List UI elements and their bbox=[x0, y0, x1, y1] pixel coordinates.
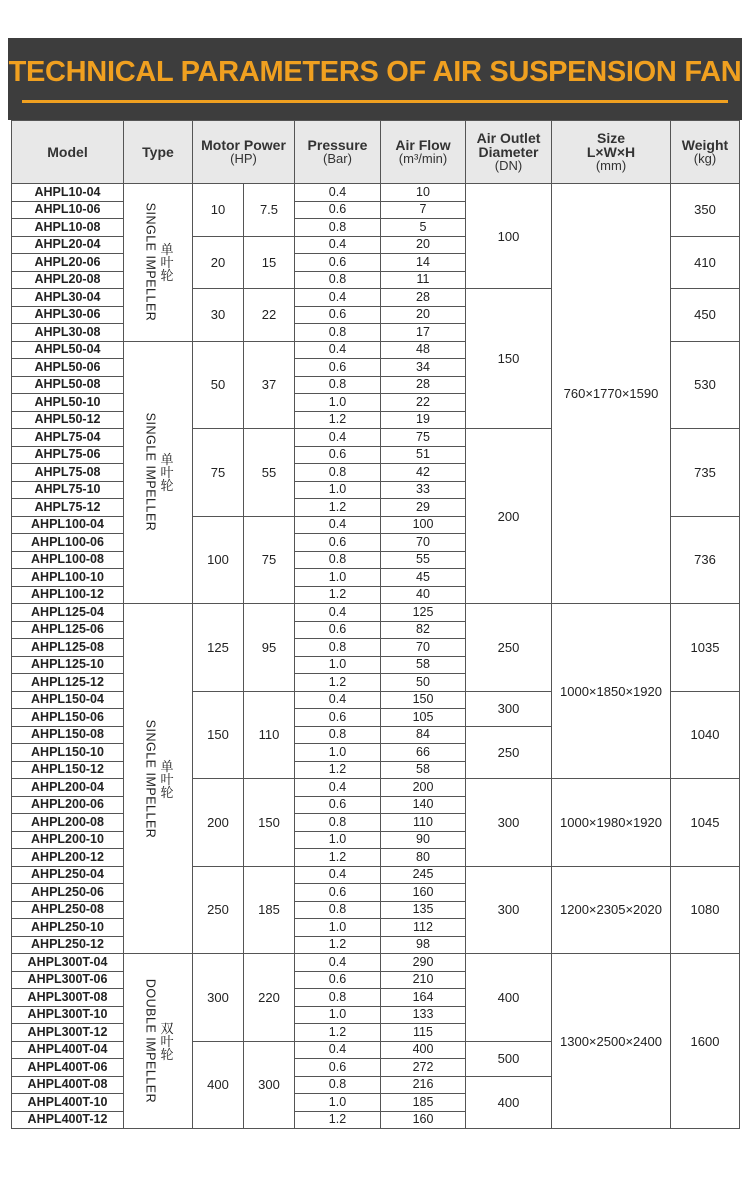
pressure-cell: 0.4 bbox=[295, 236, 381, 254]
model-cell: AHPL100-06 bbox=[12, 534, 124, 552]
air-flow-cell: 150 bbox=[381, 691, 466, 709]
air-flow-cell: 400 bbox=[381, 1041, 466, 1059]
model-cell: AHPL200-08 bbox=[12, 814, 124, 832]
pressure-cell: 0.8 bbox=[295, 1076, 381, 1094]
header-row bbox=[12, 121, 740, 184]
pressure-cell: 0.8 bbox=[295, 901, 381, 919]
pressure-cell: 0.4 bbox=[295, 429, 381, 447]
air-flow-cell: 164 bbox=[381, 989, 466, 1007]
motor-power-b-cell: 150 bbox=[244, 779, 295, 867]
header-air-flow: Air Flow (m³/min) bbox=[381, 121, 466, 184]
pressure-cell: 0.8 bbox=[295, 639, 381, 657]
model-cell: AHPL250-04 bbox=[12, 866, 124, 884]
motor-power-a-cell: 30 bbox=[193, 289, 244, 342]
motor-power-a-cell: 20 bbox=[193, 236, 244, 289]
air-flow-cell: 82 bbox=[381, 621, 466, 639]
model-cell: AHPL250-10 bbox=[12, 919, 124, 937]
weight-cell: 1035 bbox=[671, 604, 740, 692]
model-cell: AHPL300T-08 bbox=[12, 989, 124, 1007]
table-row bbox=[12, 779, 740, 797]
pressure-cell: 1.2 bbox=[295, 1111, 381, 1129]
model-cell: AHPL125-12 bbox=[12, 674, 124, 692]
model-cell: AHPL10-04 bbox=[12, 184, 124, 202]
model-cell: AHPL150-06 bbox=[12, 709, 124, 727]
air-flow-cell: 42 bbox=[381, 464, 466, 482]
motor-power-b-cell: 7.5 bbox=[244, 184, 295, 237]
air-flow-cell: 112 bbox=[381, 919, 466, 937]
motor-power-a-cell: 250 bbox=[193, 866, 244, 954]
title-banner bbox=[8, 38, 742, 120]
pressure-cell: 1.2 bbox=[295, 936, 381, 954]
air-flow-cell: 48 bbox=[381, 341, 466, 359]
air-flow-cell: 140 bbox=[381, 796, 466, 814]
motor-power-b-cell: 22 bbox=[244, 289, 295, 342]
model-cell: AHPL300T-12 bbox=[12, 1024, 124, 1042]
pressure-cell: 1.2 bbox=[295, 849, 381, 867]
model-cell: AHPL300T-04 bbox=[12, 954, 124, 972]
pressure-cell: 1.2 bbox=[295, 586, 381, 604]
pressure-cell: 0.4 bbox=[295, 341, 381, 359]
parameters-table bbox=[11, 120, 740, 1129]
model-cell: AHPL100-08 bbox=[12, 551, 124, 569]
air-flow-cell: 10 bbox=[381, 184, 466, 202]
air-flow-cell: 33 bbox=[381, 481, 466, 499]
air-flow-cell: 272 bbox=[381, 1059, 466, 1077]
table-row bbox=[12, 866, 740, 884]
air-flow-cell: 11 bbox=[381, 271, 466, 289]
pressure-cell: 0.8 bbox=[295, 814, 381, 832]
pressure-cell: 1.2 bbox=[295, 411, 381, 429]
motor-power-b-cell: 110 bbox=[244, 691, 295, 779]
pressure-cell: 1.0 bbox=[295, 394, 381, 412]
air-flow-cell: 105 bbox=[381, 709, 466, 727]
model-cell: AHPL20-08 bbox=[12, 271, 124, 289]
air-flow-cell: 5 bbox=[381, 219, 466, 237]
table-row bbox=[12, 954, 740, 972]
air-flow-cell: 245 bbox=[381, 866, 466, 884]
pressure-cell: 0.8 bbox=[295, 376, 381, 394]
motor-power-a-cell: 400 bbox=[193, 1041, 244, 1129]
motor-power-a-cell: 200 bbox=[193, 779, 244, 867]
pressure-cell: 1.0 bbox=[295, 1006, 381, 1024]
weight-cell: 350 bbox=[671, 184, 740, 237]
air-flow-cell: 135 bbox=[381, 901, 466, 919]
size-cell: 1300×2500×2400 bbox=[552, 954, 671, 1129]
model-cell: AHPL250-06 bbox=[12, 884, 124, 902]
pressure-cell: 0.8 bbox=[295, 989, 381, 1007]
model-cell: AHPL30-04 bbox=[12, 289, 124, 307]
pressure-cell: 0.6 bbox=[295, 709, 381, 727]
model-cell: AHPL400T-12 bbox=[12, 1111, 124, 1129]
type-cell bbox=[124, 184, 193, 342]
pressure-cell: 0.8 bbox=[295, 271, 381, 289]
model-cell: AHPL20-06 bbox=[12, 254, 124, 272]
model-cell: AHPL10-08 bbox=[12, 219, 124, 237]
motor-power-a-cell: 100 bbox=[193, 516, 244, 604]
air-flow-cell: 40 bbox=[381, 586, 466, 604]
air-flow-cell: 98 bbox=[381, 936, 466, 954]
air-flow-cell: 84 bbox=[381, 726, 466, 744]
type-cell bbox=[124, 341, 193, 604]
pressure-cell: 0.4 bbox=[295, 866, 381, 884]
air-flow-cell: 160 bbox=[381, 884, 466, 902]
pressure-cell: 0.4 bbox=[295, 516, 381, 534]
air-outlet-cell: 300 bbox=[466, 691, 552, 726]
model-cell: AHPL300T-06 bbox=[12, 971, 124, 989]
air-flow-cell: 115 bbox=[381, 1024, 466, 1042]
air-flow-cell: 100 bbox=[381, 516, 466, 534]
pressure-cell: 0.6 bbox=[295, 446, 381, 464]
pressure-cell: 1.0 bbox=[295, 569, 381, 587]
model-cell: AHPL20-04 bbox=[12, 236, 124, 254]
motor-power-b-cell: 37 bbox=[244, 341, 295, 429]
header-model: Model bbox=[12, 121, 124, 184]
pressure-cell: 0.8 bbox=[295, 726, 381, 744]
header-size: Size L×W×H (mm) bbox=[552, 121, 671, 184]
weight-cell: 410 bbox=[671, 236, 740, 289]
model-cell: AHPL50-10 bbox=[12, 394, 124, 412]
model-cell: AHPL200-06 bbox=[12, 796, 124, 814]
air-flow-cell: 20 bbox=[381, 236, 466, 254]
pressure-cell: 0.6 bbox=[295, 534, 381, 552]
model-cell: AHPL250-08 bbox=[12, 901, 124, 919]
model-cell: AHPL50-12 bbox=[12, 411, 124, 429]
motor-power-b-cell: 55 bbox=[244, 429, 295, 517]
air-flow-cell: 58 bbox=[381, 761, 466, 779]
pressure-cell: 1.2 bbox=[295, 761, 381, 779]
weight-cell: 450 bbox=[671, 289, 740, 342]
air-flow-cell: 210 bbox=[381, 971, 466, 989]
title-underline bbox=[22, 100, 728, 103]
motor-power-a-cell: 125 bbox=[193, 604, 244, 692]
pressure-cell: 1.0 bbox=[295, 831, 381, 849]
motor-power-b-cell: 220 bbox=[244, 954, 295, 1042]
air-flow-cell: 133 bbox=[381, 1006, 466, 1024]
air-flow-cell: 55 bbox=[381, 551, 466, 569]
model-cell: AHPL250-12 bbox=[12, 936, 124, 954]
pressure-cell: 0.6 bbox=[295, 884, 381, 902]
pressure-cell: 0.6 bbox=[295, 359, 381, 377]
air-flow-cell: 34 bbox=[381, 359, 466, 377]
motor-power-b-cell: 300 bbox=[244, 1041, 295, 1129]
size-cell: 760×1770×1590 bbox=[552, 184, 671, 604]
type-label-en: DOUBLE IMPELLER bbox=[143, 978, 158, 1104]
type-label-zh: 单叶轮 bbox=[158, 452, 174, 492]
model-cell: AHPL75-06 bbox=[12, 446, 124, 464]
model-cell: AHPL10-06 bbox=[12, 201, 124, 219]
model-cell: AHPL125-04 bbox=[12, 604, 124, 622]
pressure-cell: 1.0 bbox=[295, 481, 381, 499]
air-flow-cell: 80 bbox=[381, 849, 466, 867]
air-outlet-cell: 400 bbox=[466, 1076, 552, 1129]
pressure-cell: 0.4 bbox=[295, 184, 381, 202]
air-outlet-cell: 200 bbox=[466, 429, 552, 604]
air-outlet-cell: 500 bbox=[466, 1041, 552, 1076]
air-flow-cell: 22 bbox=[381, 394, 466, 412]
pressure-cell: 0.6 bbox=[295, 621, 381, 639]
air-flow-cell: 160 bbox=[381, 1111, 466, 1129]
model-cell: AHPL50-04 bbox=[12, 341, 124, 359]
air-flow-cell: 110 bbox=[381, 814, 466, 832]
motor-power-a-cell: 10 bbox=[193, 184, 244, 237]
air-flow-cell: 50 bbox=[381, 674, 466, 692]
pressure-cell: 0.4 bbox=[295, 691, 381, 709]
pressure-cell: 0.4 bbox=[295, 954, 381, 972]
air-flow-cell: 14 bbox=[381, 254, 466, 272]
pressure-cell: 1.0 bbox=[295, 919, 381, 937]
model-cell: AHPL125-08 bbox=[12, 639, 124, 657]
model-cell: AHPL100-12 bbox=[12, 586, 124, 604]
model-cell: AHPL400T-04 bbox=[12, 1041, 124, 1059]
pressure-cell: 0.4 bbox=[295, 779, 381, 797]
size-cell: 1200×2305×2020 bbox=[552, 866, 671, 954]
pressure-cell: 0.8 bbox=[295, 324, 381, 342]
page-title: TECHNICAL PARAMETERS OF AIR SUSPENSION FAN bbox=[8, 56, 742, 88]
pressure-cell: 0.6 bbox=[295, 971, 381, 989]
model-cell: AHPL300T-10 bbox=[12, 1006, 124, 1024]
weight-cell: 735 bbox=[671, 429, 740, 517]
pressure-cell: 0.4 bbox=[295, 1041, 381, 1059]
model-cell: AHPL150-12 bbox=[12, 761, 124, 779]
model-cell: AHPL30-08 bbox=[12, 324, 124, 342]
pressure-cell: 0.8 bbox=[295, 551, 381, 569]
header-air-outlet: Air Outlet Diameter (DN) bbox=[466, 121, 552, 184]
weight-cell: 1040 bbox=[671, 691, 740, 779]
motor-power-a-cell: 75 bbox=[193, 429, 244, 517]
model-cell: AHPL30-06 bbox=[12, 306, 124, 324]
motor-power-b-cell: 15 bbox=[244, 236, 295, 289]
header-weight: Weight (kg) bbox=[671, 121, 740, 184]
air-flow-cell: 75 bbox=[381, 429, 466, 447]
model-cell: AHPL200-10 bbox=[12, 831, 124, 849]
weight-cell: 1045 bbox=[671, 779, 740, 867]
air-flow-cell: 19 bbox=[381, 411, 466, 429]
air-outlet-cell: 150 bbox=[466, 289, 552, 429]
model-cell: AHPL75-04 bbox=[12, 429, 124, 447]
model-cell: AHPL75-12 bbox=[12, 499, 124, 517]
header-pressure: Pressure (Bar) bbox=[295, 121, 381, 184]
air-outlet-cell: 250 bbox=[466, 604, 552, 692]
air-flow-cell: 70 bbox=[381, 534, 466, 552]
type-label-en: SINGLE IMPELLER bbox=[143, 719, 158, 838]
table-row bbox=[12, 184, 740, 202]
air-outlet-cell: 100 bbox=[466, 184, 552, 289]
weight-cell: 530 bbox=[671, 341, 740, 429]
air-outlet-cell: 400 bbox=[466, 954, 552, 1042]
air-outlet-cell: 250 bbox=[466, 726, 552, 779]
air-flow-cell: 290 bbox=[381, 954, 466, 972]
weight-cell: 1080 bbox=[671, 866, 740, 954]
type-label-zh: 单叶轮 bbox=[158, 759, 174, 798]
pressure-cell: 1.0 bbox=[295, 656, 381, 674]
pressure-cell: 0.8 bbox=[295, 464, 381, 482]
type-cell bbox=[124, 604, 193, 954]
air-flow-cell: 7 bbox=[381, 201, 466, 219]
air-outlet-cell: 300 bbox=[466, 866, 552, 954]
motor-power-b-cell: 75 bbox=[244, 516, 295, 604]
air-flow-cell: 17 bbox=[381, 324, 466, 342]
model-cell: AHPL150-04 bbox=[12, 691, 124, 709]
model-cell: AHPL125-06 bbox=[12, 621, 124, 639]
model-cell: AHPL150-08 bbox=[12, 726, 124, 744]
model-cell: AHPL200-12 bbox=[12, 849, 124, 867]
pressure-cell: 0.6 bbox=[295, 201, 381, 219]
type-cell bbox=[124, 954, 193, 1129]
air-flow-cell: 45 bbox=[381, 569, 466, 587]
weight-cell: 1600 bbox=[671, 954, 740, 1129]
air-outlet-cell: 300 bbox=[466, 779, 552, 867]
motor-power-a-cell: 300 bbox=[193, 954, 244, 1042]
pressure-cell: 0.8 bbox=[295, 219, 381, 237]
type-label-en: SINGLE IMPELLER bbox=[143, 202, 158, 322]
air-flow-cell: 28 bbox=[381, 376, 466, 394]
header-type: Type bbox=[124, 121, 193, 184]
air-flow-cell: 125 bbox=[381, 604, 466, 622]
size-cell: 1000×1980×1920 bbox=[552, 779, 671, 867]
pressure-cell: 0.6 bbox=[295, 306, 381, 324]
header-motor-power: Motor Power (HP) bbox=[193, 121, 295, 184]
air-flow-cell: 216 bbox=[381, 1076, 466, 1094]
type-label-zh: 双叶轮 bbox=[158, 1021, 174, 1061]
model-cell: AHPL200-04 bbox=[12, 779, 124, 797]
air-flow-cell: 58 bbox=[381, 656, 466, 674]
air-flow-cell: 28 bbox=[381, 289, 466, 307]
model-cell: AHPL150-10 bbox=[12, 744, 124, 762]
air-flow-cell: 29 bbox=[381, 499, 466, 517]
motor-power-a-cell: 50 bbox=[193, 341, 244, 429]
air-flow-cell: 70 bbox=[381, 639, 466, 657]
size-cell: 1000×1850×1920 bbox=[552, 604, 671, 779]
motor-power-a-cell: 150 bbox=[193, 691, 244, 779]
motor-power-b-cell: 185 bbox=[244, 866, 295, 954]
pressure-cell: 0.4 bbox=[295, 289, 381, 307]
pressure-cell: 0.6 bbox=[295, 796, 381, 814]
model-cell: AHPL50-08 bbox=[12, 376, 124, 394]
model-cell: AHPL125-10 bbox=[12, 656, 124, 674]
table-row bbox=[12, 604, 740, 622]
air-flow-cell: 66 bbox=[381, 744, 466, 762]
model-cell: AHPL100-04 bbox=[12, 516, 124, 534]
model-cell: AHPL75-10 bbox=[12, 481, 124, 499]
pressure-cell: 1.0 bbox=[295, 1094, 381, 1112]
pressure-cell: 1.2 bbox=[295, 674, 381, 692]
pressure-cell: 0.4 bbox=[295, 604, 381, 622]
motor-power-b-cell: 95 bbox=[244, 604, 295, 692]
air-flow-cell: 90 bbox=[381, 831, 466, 849]
pressure-cell: 1.2 bbox=[295, 1024, 381, 1042]
model-cell: AHPL400T-10 bbox=[12, 1094, 124, 1112]
pressure-cell: 1.0 bbox=[295, 744, 381, 762]
air-flow-cell: 51 bbox=[381, 446, 466, 464]
pressure-cell: 0.6 bbox=[295, 254, 381, 272]
model-cell: AHPL400T-08 bbox=[12, 1076, 124, 1094]
model-cell: AHPL400T-06 bbox=[12, 1059, 124, 1077]
air-flow-cell: 185 bbox=[381, 1094, 466, 1112]
model-cell: AHPL75-08 bbox=[12, 464, 124, 482]
type-label-zh: 单叶轮 bbox=[158, 242, 174, 282]
air-flow-cell: 20 bbox=[381, 306, 466, 324]
pressure-cell: 0.6 bbox=[295, 1059, 381, 1077]
weight-cell: 736 bbox=[671, 516, 740, 604]
model-cell: AHPL100-10 bbox=[12, 569, 124, 587]
air-flow-cell: 200 bbox=[381, 779, 466, 797]
pressure-cell: 1.2 bbox=[295, 499, 381, 517]
model-cell: AHPL50-06 bbox=[12, 359, 124, 377]
type-label-en: SINGLE IMPELLER bbox=[143, 412, 158, 532]
